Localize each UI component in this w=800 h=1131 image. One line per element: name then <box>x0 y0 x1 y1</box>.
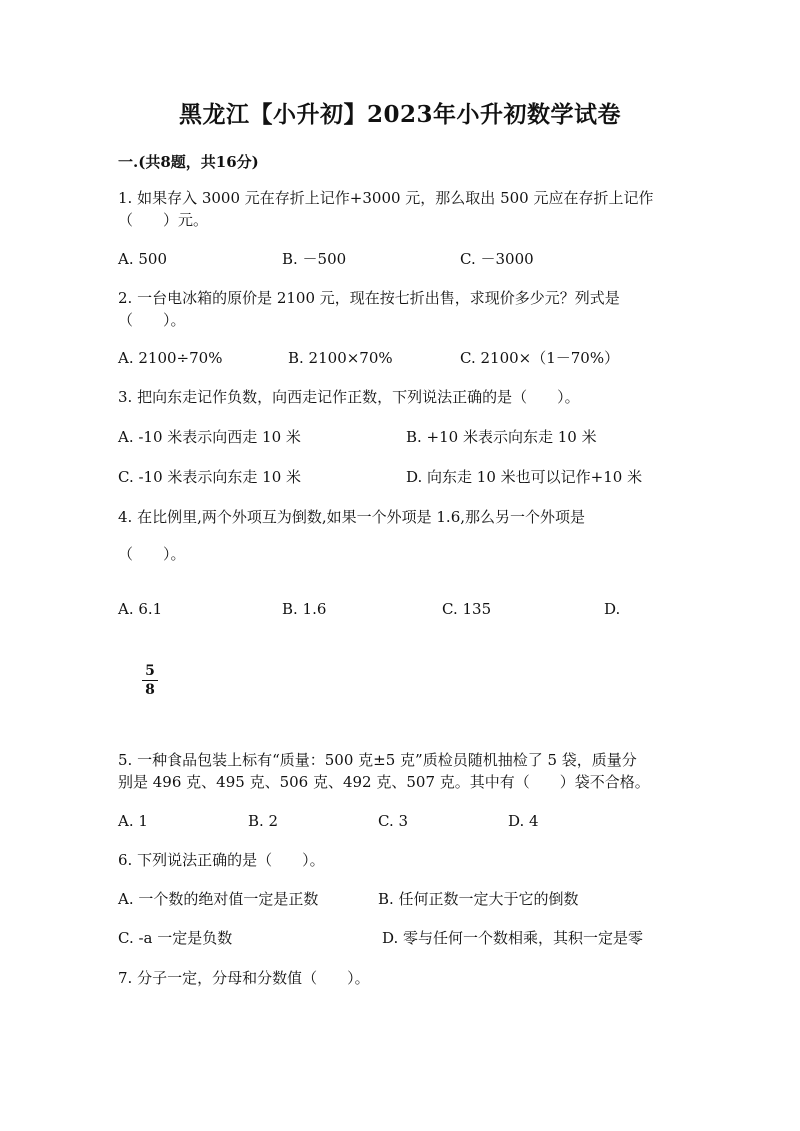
question-5-option-c: C. 3 <box>378 812 409 830</box>
question-4-option-d: D. <box>604 600 621 618</box>
fraction-bar <box>142 680 158 681</box>
question-1-option-c: C. －3000 <box>460 250 534 268</box>
question-5-line-1: 5. 一种食品包装上标有“质量：500 克±5 克”质检员随机抽检了 5 袋，质量分 <box>118 751 637 769</box>
question-5-line-2: 别是 496 克、495 克、506 克、492 克、507 克。其中有（ ）袋不合格。 <box>118 773 650 791</box>
question-2-option-c: C. 2100×（1－70%） <box>460 349 620 367</box>
question-1-option-b: B. －500 <box>282 250 347 268</box>
question-4-line-1: 4. 在比例里,两个外项互为倒数,如果一个外项是 1.6,那么另一个外项是 <box>118 508 586 526</box>
fraction-denominator: 8 <box>145 682 155 698</box>
question-3-option-d: D. 向东走 10 米也可以记作+10 米 <box>406 468 643 486</box>
question-2-option-a: A. 2100÷70% <box>118 349 223 367</box>
section-header: 一.(共8题，共16分) <box>118 153 259 171</box>
question-7-line-1: 7. 分子一定，分母和分数值（ ）。 <box>118 969 370 987</box>
question-6-option-b: B. 任何正数一定大于它的倒数 <box>378 890 579 908</box>
question-6-line-1: 6. 下列说法正确的是（ ）。 <box>118 851 325 869</box>
question-6-option-a: A. 一个数的绝对值一定是正数 <box>118 890 319 908</box>
question-6-option-c: C. -a 一定是负数 <box>118 929 233 947</box>
question-3-option-b: B. +10 米表示向东走 10 米 <box>406 428 597 446</box>
question-1-line-1: 1. 如果存入 3000 元在存折上记作+3000 元，那么取出 500 元应在存折上记作 <box>118 189 654 207</box>
question-4-option-b: B. 1.6 <box>282 600 327 618</box>
question-2-line-2: （ ）。 <box>118 311 186 329</box>
question-1-option-a: A. 500 <box>118 250 167 268</box>
question-2-option-b: B. 2100×70% <box>288 349 393 367</box>
question-2-line-1: 2. 一台电冰箱的原价是 2100 元，现在按七折出售，求现价多少元？列式是 <box>118 289 620 307</box>
question-6-option-d: D. 零与任何一个数相乘，其积一定是零 <box>382 929 644 947</box>
exam-title: 黑龙江【小升初】2023年小升初数学试卷 <box>178 101 621 128</box>
question-4-option-d-fraction <box>142 663 158 698</box>
question-5-option-a: A. 1 <box>118 812 148 830</box>
question-3-line-1: 3. 把向东走记作负数，向西走记作正数，下列说法正确的是（ ）。 <box>118 388 580 406</box>
question-3-option-a: A. -10 米表示向西走 10 米 <box>118 428 301 446</box>
question-4-option-a: A. 6.1 <box>118 600 163 618</box>
question-1-line-2: （ ）元。 <box>118 211 209 229</box>
question-5-option-d: D. 4 <box>508 812 539 830</box>
question-4-option-c: C. 135 <box>442 600 492 618</box>
question-5-option-b: B. 2 <box>248 812 279 830</box>
fraction-numerator: 5 <box>145 663 155 679</box>
question-4-line-2: （ ）。 <box>118 545 186 563</box>
question-3-option-c: C. -10 米表示向东走 10 米 <box>118 468 302 486</box>
